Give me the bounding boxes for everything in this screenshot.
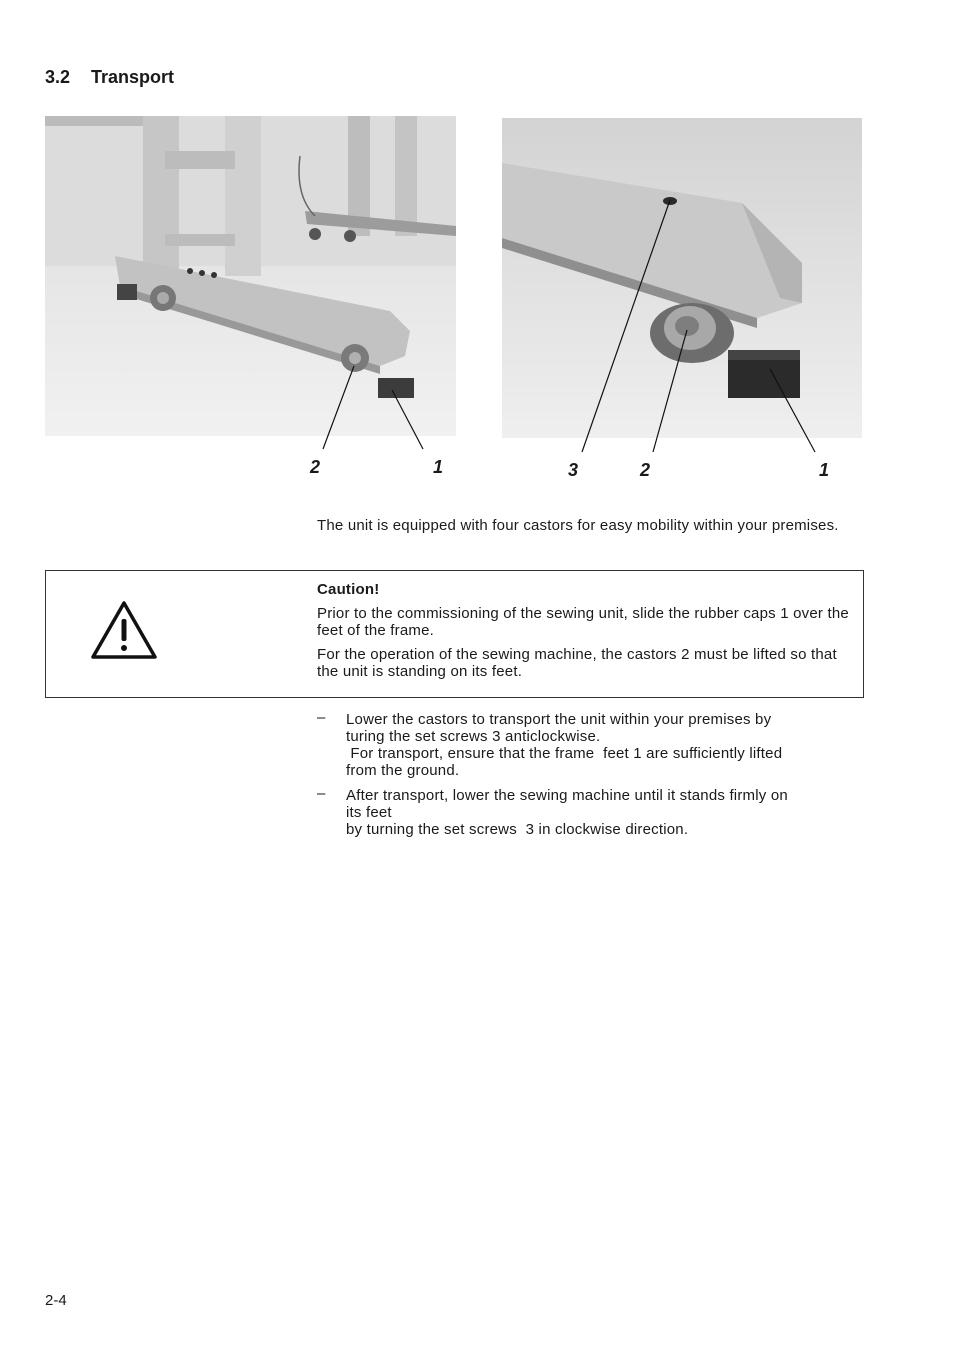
callout-right-3: 3	[568, 460, 579, 480]
dash-bullet: –	[317, 709, 326, 726]
list-item	[317, 711, 857, 779]
callout-left-1: 1	[433, 457, 444, 477]
section-number: 3.2	[45, 67, 71, 87]
caution-box	[45, 570, 864, 698]
caution-paragraph: Prior to the commissioning of the sewing unit, slide the rubber caps 1 over the feet of the frame.	[317, 605, 849, 639]
caution-paragraph: For the operation of the sewing machine, the castors 2 must be lifted so that the unit is standing on its feet.	[317, 646, 837, 680]
step-line: After transport, lower the sewing machine until it stands firmly on	[346, 787, 788, 804]
section-title: Transport	[91, 67, 175, 87]
step-line: Lower the castors to transport the unit within your premises by	[346, 711, 772, 728]
step-line: For transport, ensure that the frame feet 1 are sufficiently lifted	[346, 745, 783, 762]
step-line: turing the set screws 3 anticlockwise.	[346, 728, 601, 745]
callout-right-1: 1	[819, 460, 830, 480]
intro-paragraph: The unit is equipped with four castors for easy mobility within your premises.	[317, 517, 839, 534]
list-item	[317, 787, 857, 838]
dash-bullet: –	[317, 785, 326, 802]
step-line: by turning the set screws 3 in clockwise direction.	[346, 821, 689, 838]
callout-leader-lines	[0, 0, 954, 500]
page-number: 2-4	[45, 1292, 67, 1309]
caution-title: Caution!	[317, 581, 380, 598]
caution-text	[317, 581, 857, 687]
step-line: its feet	[346, 804, 392, 821]
transport-steps	[317, 711, 857, 846]
warning-triangle-icon	[90, 599, 158, 661]
callout-right-2: 2	[640, 460, 651, 480]
callout-left-2: 2	[310, 457, 321, 477]
step-line: from the ground.	[346, 762, 460, 779]
